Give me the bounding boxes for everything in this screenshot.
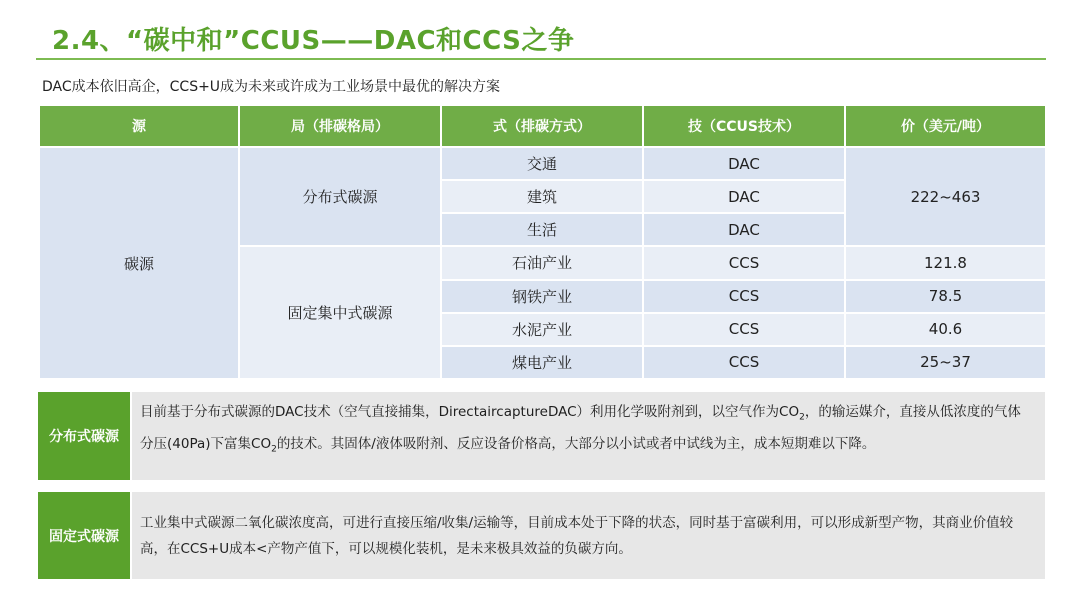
- mode-cell: 钢铁产业: [441, 280, 643, 313]
- tech-cell: CCS: [643, 280, 845, 313]
- price-cell: 25~37: [845, 346, 1046, 379]
- group-name-fixed: 固定集中式碳源: [239, 246, 441, 379]
- tech-cell: CCS: [643, 246, 845, 279]
- note-text-distributed: 目前基于分布式碳源的DAC技术（空气直接捕集，DirectaircaptureDAC）利用化学吸附剂到，以空气作为$CO_2$，的输运媒介，直接从低浓度的气体分压(40Pa)下富集$CO_2$的技术。其固体/液体吸附剂、反应设备价格高，大部分以小试或者中试线为主，成本短期难以下降。: [140, 404, 1021, 455]
- carbon-source-cell: 碳源: [39, 147, 239, 379]
- mode-cell: 交通: [441, 147, 643, 180]
- page-title: 2.4、“碳中和”CCUS——DAC和CCS之争: [52, 26, 575, 56]
- note-label-distributed: 分布式碳源: [38, 392, 132, 480]
- mode-cell: 水泥产业: [441, 313, 643, 346]
- table-row: [39, 147, 1046, 180]
- price-cell: 121.8: [845, 246, 1046, 279]
- col-header-mode: 式（排碳方式）: [441, 105, 643, 147]
- mode-cell: 建筑: [441, 180, 643, 213]
- tech-cell: CCS: [643, 313, 845, 346]
- col-header-price: 价（美元/吨）: [845, 105, 1046, 147]
- page-subtitle: DAC成本依旧高企，CCS+U成为未来或许成为工业场景中最优的解决方案: [42, 79, 501, 95]
- price-cell: 78.5: [845, 280, 1046, 313]
- mode-cell: 生活: [441, 213, 643, 246]
- price-cell-distributed: 222~463: [845, 147, 1046, 246]
- mode-cell: 石油产业: [441, 246, 643, 279]
- tech-cell: DAC: [643, 213, 845, 246]
- group-name-distributed: 分布式碳源: [239, 147, 441, 246]
- note-text-fixed: 工业集中式碳源二氧化碳浓度高，可进行直接压缩/收集/运输等，目前成本处于下降的状态，同时基于富碳利用，可以形成新型产物，其商业价值较高，在CCS+U成本<产物产值下，可以规模化装机，是未来极具效益的负碳方向。: [140, 515, 1014, 557]
- tech-cell: CCS: [643, 346, 845, 379]
- table-header-row: [39, 105, 1046, 147]
- ccus-cost-table: [38, 104, 1047, 380]
- col-header-tech: 技（CCUS技术）: [643, 105, 845, 147]
- price-cell: 40.6: [845, 313, 1046, 346]
- col-header-pattern: 局（排碳格局）: [239, 105, 441, 147]
- tech-cell: DAC: [643, 147, 845, 180]
- title-divider: [36, 58, 1046, 60]
- note-box-fixed: [38, 492, 1045, 579]
- note-label-fixed: 固定式碳源: [38, 492, 132, 579]
- tech-cell: DAC: [643, 180, 845, 213]
- col-header-source: 源: [39, 105, 239, 147]
- note-box-distributed: [38, 392, 1045, 480]
- mode-cell: 煤电产业: [441, 346, 643, 379]
